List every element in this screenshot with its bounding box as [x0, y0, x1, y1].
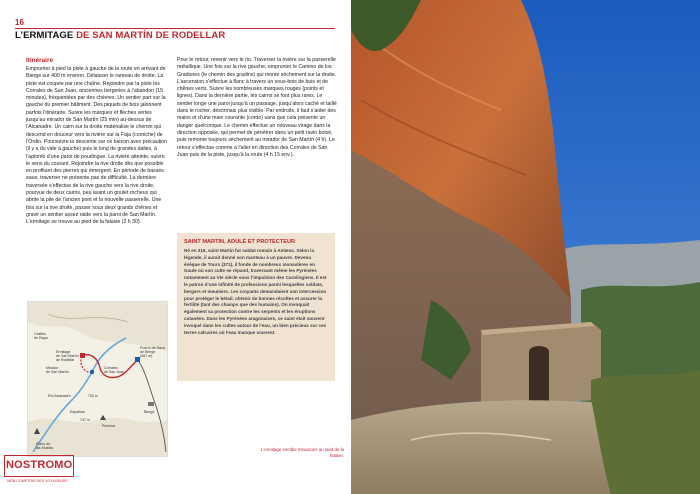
logo-name: NOSTROMO — [6, 459, 73, 471]
itinerary-text-1: Emprunter à pied la piste à gauche de la route en arrivant de Bierge sur 400 m environ. Délaisser le rameau de droite. La piste est coupée par une chaîne. Rejoindre par la piste les Corrales de San Juan, anciennes bergeries à l’abandon (15 minutes), fréquentées par des chèvres. Un sentier part sur la gauche du premier bâtiment. Des piquets de bois jalonnent parfois l’itinéraire. Suivre les marques et flèches vertes jusqu’au mirador de San Martín (25 min) au-dessus de l’Alcanadre. Un cairn sur la droite matérialise le chemin qui descend en douceur vers la rivière sur la Faja (corniche) de l’Ordio. Poursuivre la descente sur ce balcon avec précaution (il y a du vide à gauche) puis le long de grandes dalles, à l’aplomb d’une paroi de poudingue. La rivière atteinte, suivre le sens du courant. Rejoindre la rive droite dès que possible en profitant des pierres qui émergent. En période de basses eaux, traverser ne présente pas de difficulté. La dernière traversée s’effectue de la rive gauche vers la rive droite, pourvue de deux cairns, peu avant un goulet rocheux qui abrite la pile de l’ancien pont et la nouvelle passerelle. Une fois sur la rive droite, passer sous deux grands chênes et gravir un sentier assez raide vers la paroi de San Martín. L’ermitage se trouve au pied de la falaise (2 h 30). — [26, 66, 168, 226]
map-label-pechina: Pechina — [102, 424, 115, 428]
box-heading: SAINT MARTIN, ADULÉ ET PROTECTEUR — [184, 239, 296, 245]
map-label-plano: Plano de las Muelas — [36, 442, 54, 451]
mirador-marker — [90, 370, 94, 374]
photo-page — [351, 0, 700, 494]
hermitage-photo — [351, 0, 700, 494]
logo-tagline: WEB-COMPTOIR DES VOYAGEURS — [7, 479, 68, 483]
map-label-puerto: Puerto de Saca de Bierge (567 m) — [140, 346, 165, 359]
page-title — [15, 30, 225, 41]
map-relief — [28, 302, 168, 352]
ermitage-marker — [80, 353, 85, 358]
foreground-bushes — [591, 370, 700, 494]
map-label-bierge: Bierge — [144, 410, 155, 414]
itinerary-column-2 — [177, 57, 337, 159]
map-label-alt1: 700 m — [88, 394, 98, 398]
itinerary-text-2: Pour le retour, revenir vers le rio. Traverser la rivière sur la passerelle métallique. Une fois sur la rive gauche, emprunter le Camino de los Gradones (le chemin des gradins) qui monte sèchement sur la droite. L’ascension s’effectue à flanc à travers un sous-bois de buis et de chênes verts. Suivre les nombreuses marques rouges (points et lignes). Dans la dernière partie, les cairns se font plus rares. Le sentier longe une paroi jusqu’à un passage, jusqu’alors caché et taillé dans le rocher, désormais plus visible. Par endroits, il faut s’aider des mains et d’une main courante (corde) sans que cela présente un danger quelconque. Le chemin effectue un nouveau virage dans la direction opposée, qui permet de pénétrer dans un petit ravin boisé, puis remonte toujours sèchement au mirador de San Martín (4 h). Le retour s’effectue comme à l’aller en direction des Corrales de San Juan puis de la piste, jusqu’à la route (4 h 15 env.). — [177, 57, 337, 158]
map-label-alt2: 747 m — [80, 418, 90, 422]
bierge-marker — [148, 402, 154, 406]
photo-caption: L’ermitage semble minuscule au pied de la falaise. — [261, 447, 344, 458]
route-map — [27, 301, 168, 457]
page-title-red: DE SAN MARTÍN DE RODELLAR — [76, 30, 226, 41]
map-label-rio: Río Alcanadre — [48, 394, 71, 398]
box-text: Né en 316, saint Martin fut soldat romain à Amiens. Selon la légende, il aurait donné son manteau à un pauvre. Devenu évêque de Tours (371), il fonde de nombreux monastères en Gaule où son culte se répand, traversant même les Pyrénées notamment au VIe siècle sous l’impulsion des Carolingiens. Il est le patron d’une infinité de professions parmi lesquelles soldats, bergers et meuniers. Les croyants demandaient son intercession pour protéger le bétail, obtenir de bonnes récoltes et assurer la fertilité (tant des champs que des humains). On invoquait également sa protection contre les serpents et les éruptions cutanées. Dans les Pyrénées aragonaises, ce saint était souvent invoqué dans les cultes autour de l’eau, un bien précieux sur ces terres calcaires où l’eau manque souvent. — [184, 248, 327, 335]
saint-martin-box — [177, 233, 335, 381]
itinerary-column-1 — [26, 57, 168, 227]
map-label-ermitage: Ermitage de San Martín de Rodellar — [56, 350, 79, 363]
itinerary-heading: Itinéraire — [26, 57, 53, 64]
page-number: 16 — [15, 18, 24, 27]
map-label-corrales: Corrales de San Juan — [104, 366, 125, 375]
route-return — [81, 356, 92, 372]
map-label-castillo: Castillo de Rapa — [34, 332, 48, 341]
map-drawing — [28, 302, 168, 457]
map-label-esparllas: Esparllas — [70, 410, 85, 414]
hermitage-door — [529, 346, 549, 405]
map-label-mirador: Mirador de San Martín — [46, 366, 69, 375]
nostromo-logo — [4, 455, 74, 489]
page-title-black: L’ERMITAGE — [15, 30, 77, 41]
summit-marker — [100, 415, 106, 420]
map-relief-south — [28, 418, 168, 457]
